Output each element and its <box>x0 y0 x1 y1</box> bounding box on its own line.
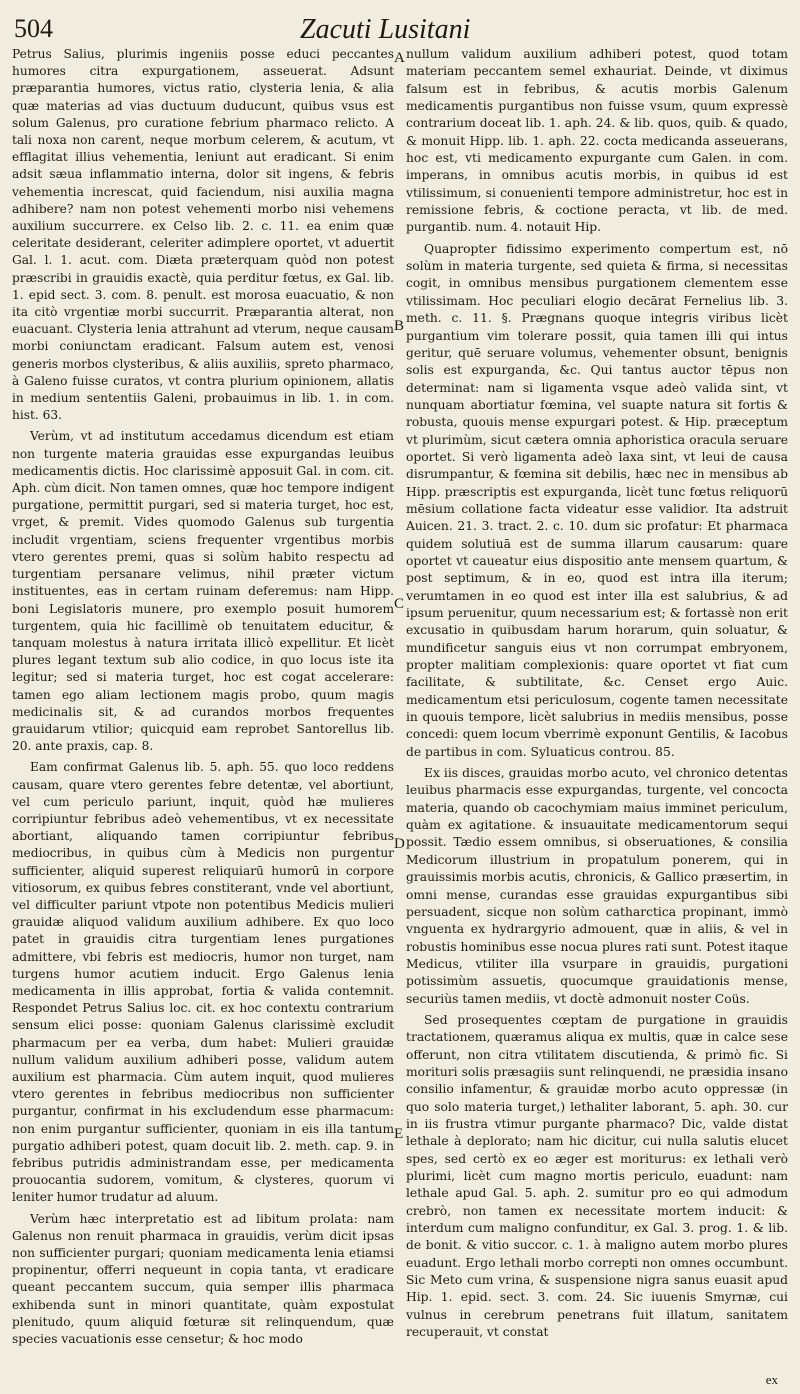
paragraph: Sed prosequentes cœptam de purgatione in grauidis tractationem, quæramus aliqua ex multis, quæ in calce sese offerunt, non citra vtilitatem discutienda, & primò fic. Si morituri solis præsagiis sunt relinquendi, ne præsidia insano consilio infamentur, & grauidæ morbo acuto oppressæ (in quo solo materia turget,) lethaliter laborant, 5. aph. 30. cur in iis frustra vtimur purgante pharmaco? Dic, valde distat lethale à deplorato; nam hic dicitur, cui nulla salutis elucet spes, sed certò ex eo æger est moriturus: ex lethali verò plurimi, licèt cum magno mortis periculo, euadunt: nam lethale apud Gal. 5. aph. 2. sumitur pro eo qui admodum crebrò, non tamen ex necessitate mortem inducit: & interdum cum maligno confunditur, ex Gal. 3. prog. 1. & lib. de bonit. & vitio succor. c. 1. à maligno autem morbo plures euadunt. Ergo lethali morbo correpti non omnes occumbunt. Sic Meto cum vrina, & suspensione nigra sanus euasit apud Hip. 1. epid. sect. 3. com. 24. Sic iuuenis Smyrnæ, cui vulnus in cerebrum penetrans fuit illatum, sanitatem recuperauit, vt constat <box>406 1012 788 1340</box>
margin-letter-e: E <box>394 1126 404 1142</box>
paragraph: Verùm, vt ad institutum accedamus dicendum est etiam non turgente materia grauidas esse expurgandas leuibus medicamentis dictis. Hoc clarissimè apposuit Gal. in com. cit. Aph. cùm dicit. Non tamen omnes, quæ hoc tempore indigent purgatione, permittit purgari, sed si materia turget, hoc est, vrget, & premit. Vides quomodo Galenus sub turgentia includit vrgentiam, sciens frequenter vrgentibus morbis vtero gerentes premi, quas si solùm habito respectu ad turgentiam persanare velimus, nihil præter victum instituentes, eas in certam ruinam deferemus: nam Hipp. boni Legislatoris munere, pro exemplo posuit humorem turgentem, quia hic facillimè ob tenuitatem educitur, & tanquam molestus à natura irritata illicò expellitur. Et licèt plures legant textum sub alio codice, in quo locus iste ita legitur; sed si materia turget, hoc est cogat accelerare: tamen ego aliam lectionem magis probo, quum magis medicinalis sit, & ad curandos morbos frequentes grauidarum vtilior; quicquid eam reprobet Santorellus lib. 20. ante praxis, cap. 8. <box>12 429 394 754</box>
margin-letter-c: C <box>394 596 405 612</box>
right-column <box>406 46 788 1345</box>
paragraph: Ex iis disces, grauidas morbo acuto, vel chronico detentas leuibus pharmacis esse expurgandas, turgente, vel concocta materia, quando ob cacochymiam maius imminet periculum, quàm ex agitatione. & insuauitate medicamentorum sequi possit. Tædio essem omnibus, si obseruationes, & consilia Medicorum illustrium in propatulum ponerem, qui in grauissimis morbis acutis, chronicis, & Gallico præsertim, in omni mense, curandas esse grauidas expurgantibus sibi persuadent, sicque non solùm catharctica propinant, immò vnguenta ex hydrargyrio admouent, quæ in aliis, & vel in robustis hominibus esse nocua plures rati sunt. Potest itaque Medicus, vtiliter illa vsurpare in grauidis, purgationi potissimùm assuetis, quocumque grauidationis mense, securiùs tamen mediis, vt doctè admonuit noster Coüs. <box>406 766 788 1006</box>
paragraph: Eam confirmat Galenus lib. 5. aph. 55. quo loco reddens causam, quare vtero gerentes febre detentæ, vel abortiunt, vel cum periculo pariunt, inquit, quòd hæ mulieres corripiuntur febribus adeò vehementibus, vt ex necessitate abortiant, aliquando tamen corripiuntur febribus mediocribus, in quibus cùm à Medicis non purgentur sufficienter, aliquid superest reliquiarū humorū in corpore vitiosorum, ex quibus febres constiterant, vnde vel abortiunt, vel difficulter pariunt vtpote non potentibus Medicis mulieri grauidæ aliquod validum auxilium adhibere. Ex quo loco patet in grauidis citra turgentiam lenes purgationes admittere, vbi febris est mediocris, humor non turget, nam turgens humor acutiem inducit. Ergo Galenus lenia medicamenta in illis approbat, fortia & valida contemnit. Respondet Petrus Salius loc. cit. ex hoc contextu contrarium sensum elici posse: quoniam Galenus clarissimè excludit pharmacum per ea verba, dum habet: Mulieri grauidæ nullum validum auxilium adhiberi posse, validum autem auxilium est pharmacia. Cùm autem inquit, quod mulieres vtero gerentes in febribus mediocribus non sufficienter purgantur, confirmat in his excludendum esse pharmacum: non enim purgantur sufficienter, quoniam in eis illa tantum purgatio adhiberi potest, quam docuit lib. 2. meth. cap. 9. in febribus putridis administrandam esse, per medicamenta prouocantia sudorem, vomitum, & clysteres, quorum vi leniter humor trudatur ad aluum. <box>12 760 394 1205</box>
page-number: 504 <box>14 14 53 43</box>
margin-letter-a: A <box>394 50 405 66</box>
paragraph: nullum validum auxilium adhiberi potest, quod totam materiam peccantem semel exhauriat. Deinde, vt diximus falsum est in febribus, & acutis morbis Galenum medicamentis purgantibus non fuisse vsum, quum expressè contrarium doceat lib. 1. aph. 24. & lib. quos, quib. & quado, & monuit Hipp. lib. 1. aph. 22. cocta medicanda asseuerans, hoc est, vti medicamento expurgante cum Galen. in com. imperans, in omnibus acutis morbis, in quibus id est vtilissimum, si conuenienti tempore administretur, hoc est in remissione febris, & coctione peracta, vt lib. de med. purgantib. num. 4. notauit Hip. <box>406 47 788 235</box>
left-column <box>12 46 394 1352</box>
paragraph: Petrus Salius, plurimis ingeniis posse educi peccantes humores citra expurgationem, asseuerat. Adsunt præparantia humores, victus ratio, clysteria lenia, & alia quæ materias ad vias ductuum duducunt, quibus vsus est solum Galenus, pro curatione febrium pharmaco relicto. A tali noxa non carent, neque morbum celerem, & acutum, vt efflagitat illius vehementia, leniunt aut eradicant. Si enim adsit sæua inflammatio interna, dolor sit ingens, & febris vehementia increscat, quid faciendum, nisi auxilia magna adhibere? nam non potest vehementi morbo nisi vehemens auxilium succurrere. ex Celso lib. 2. c. 11. ea enim quæ celeritate desiderant, celeriter adimplere oportet, vt aduertit Gal. l. 1. acut. com. Diæta præterquam quòd non potest præscribi in grauidis exactè, quia perditur fœtus, ex Gal. lib. 1. epid sect. 3. com. 8. penult. est morosa euacuatio, & non ita citò vrgentiæ morbi succurrit. Præparantia alterat, non euacuant. Clysteria lenia attrahunt ad vterum, neque causam morbi coniunctam eradicant. Falsum autem est, venosi generis morbos clysteribus, & aliis auxiliis, spreto pharmaco, à Galeno fuisse curatos, vt contra plurium opinionem, allatis in medium sententiis Galeni, probauimus in lib. 1. in com. hist. 63. <box>12 47 394 423</box>
catchword: ex <box>765 1372 778 1387</box>
paragraph: Quapropter fidissimo experimento compertum est, nō solùm in materia turgente, sed quieta & firma, si necessitas cogit, in omnibus mensibus purgationem clementem esse vtilissimam. Hoc peculiari elogio decārat Fernelius lib. 3. meth. c. 11. §. Prægnans quoque integris viribus licèt purgantium vim tolerare possit, quia tamen illi qui intus geritur, quē seruare volumus, vehementer obsunt, benignis solis est expurganda, &c. Qui tantus auctor tēpus non determinat: nam si ligamenta vsque adeò valida sint, vt nunquam abortiatur fœmina, vel suapte natura sit fortis & robusta, quouis mense expurgari potest. & Hip. præceptum vt plurimùm, sicut cætera omnia aphoristica oracula seruare oportet. Si verò ligamenta adeò laxa sint, vt leui de causa disrumpantur, & fœmina sit debilis, hæc nec in mensibus ab Hipp. præscriptis est expurganda, licèt tunc fœtus reliquorū mēsium collatione facta videatur esse validior. Ita adstruit Auicen. 21. 3. tract. 2. c. 10. dum sic profatur: Et pharmaca quidem solutiuā est de summa illarum causarum: quare oportet vt caueatur eius dispositio ante mensem quartum, & post septimum, & in eo, quod est intra illa iterum; verumtamen in eo quod est inter illa est salubrius, & ad ipsum peruenitur, quum necessarium est; & fortassè non erit excusatio in quibusdam harum horarum, quin soluatur, & mundificetur sanguis eius vt non corrumpat embryonem, propter malitiam complexionis: quare oportet vt fiat cum facilitate, & subtilitate, &c. Censet ergo Auic. medicamentum etsi periculosum, cogente tamen necessitate in quouis tempore, licèt salubrius in mediis mensibus, posse concedi: quem locum vberrimè exponunt Gentilis, & Iacobus de partibus in com. Syluaticus controu. 85. <box>406 241 788 759</box>
margin-letter-d: D <box>394 836 405 852</box>
margin-letter-b: B <box>394 318 405 334</box>
paragraph: Verùm hæc interpretatio est ad libitum prolata: nam Galenus non renuit pharmaca in grauidis, verùm dicit ipsas non sufficienter purgari; quoniam medicamenta lenia etiamsi propinentur, offerri nequeunt in copia tanta, vt eradicare queant peccantem succum, quia semper illis pharmaca exhibenda sunt in minori quantitate, quàm expostulat plenitudo, quum aliquid fœturæ sit relinquendum, quæ species vacuationis esse censetur; & hoc modo <box>12 1211 394 1347</box>
running-head: Zacuti Lusitani <box>300 14 471 45</box>
